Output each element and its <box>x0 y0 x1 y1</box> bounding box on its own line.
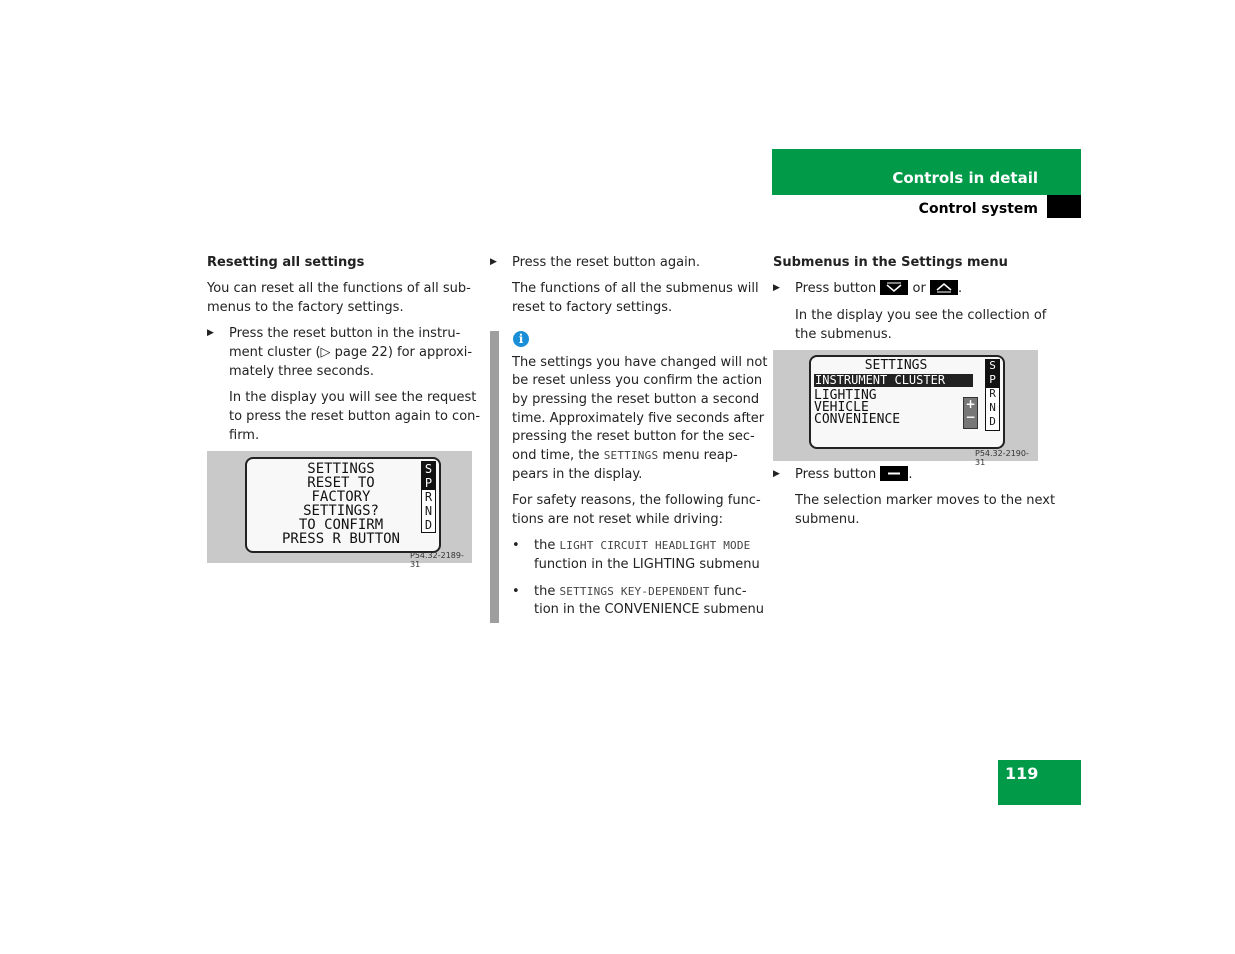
scroll-indicator <box>963 397 978 429</box>
info-line: by pressing the reset button a second <box>512 392 760 407</box>
gear-indicator <box>421 461 436 533</box>
col2-para1-line2: reset to factory settings. <box>512 300 673 315</box>
col3-step1-a: Press button <box>795 281 877 296</box>
bullet2-a: the <box>534 584 560 599</box>
info-line: pears in the display. <box>512 467 643 482</box>
subsection-marker <box>1047 195 1081 218</box>
col3-para2-line2: submenu. <box>795 512 860 527</box>
gear-d: D <box>424 518 433 532</box>
step-arrow-icon: ▶ <box>773 469 780 479</box>
minus-button-icon <box>880 466 908 481</box>
figure-code: P54.32-2190-31 <box>975 449 1029 467</box>
info-line6-a: ond time, the <box>512 448 604 463</box>
reset-display-figure <box>207 451 472 569</box>
info-line: The settings you have changed will not <box>512 355 768 370</box>
plus-icon: + <box>965 397 976 411</box>
bullet-dot-icon: • <box>512 538 520 553</box>
gear-d: D <box>989 415 996 428</box>
lcd-line: FACTORY <box>311 489 371 505</box>
gear-indicator <box>985 359 1000 431</box>
gear-n: N <box>424 504 433 518</box>
gear-s: S <box>422 462 435 476</box>
col2-para1-line1: The functions of all the submenus will <box>512 281 759 296</box>
info-line <box>512 446 738 465</box>
up-button-icon <box>930 280 958 295</box>
info-side-bar <box>490 331 499 623</box>
col1-para2-line1: In the display you will see the request <box>229 390 477 405</box>
info-line: be reset unless you confirm the action <box>512 373 763 388</box>
col1-para1-line1: You can reset all the functions of all sub- <box>207 281 471 296</box>
bullet2-line2: tion in the CONVENIENCE submenu <box>534 602 764 617</box>
safety-line2: tions are not reset while driving: <box>512 512 724 527</box>
lcd-selected-item: INSTRUMENT CLUSTER <box>814 374 973 387</box>
gear-p: P <box>422 476 435 490</box>
section-title: Controls in detail <box>892 169 1038 187</box>
light-circuit-term: LIGHT CIRCUIT HEADLIGHT MODE <box>559 539 751 552</box>
gear-r: R <box>989 387 996 400</box>
bullet-dot-icon: • <box>512 584 520 599</box>
col3-step2-a: Press button <box>795 467 877 482</box>
info-line: pressing the reset button for the sec- <box>512 429 755 444</box>
lcd-line: TO CONFIRM <box>298 517 384 533</box>
settings-key-term: SETTINGS KEY-DEPENDENT <box>559 585 710 598</box>
subsection-title: Control system <box>918 201 1038 217</box>
step-arrow-icon: ▶ <box>490 257 497 267</box>
gear-r: R <box>424 490 433 504</box>
col3-step2 <box>795 465 913 484</box>
lcd-title: SETTINGS <box>307 461 375 477</box>
col1-step-line2 <box>229 343 472 362</box>
figure-code: P54.32-2189-31 <box>410 551 464 569</box>
col1-para2-line3: firm. <box>229 428 260 443</box>
lcd-item: VEHICLE <box>814 400 869 415</box>
col3-para1-line2: the submenus. <box>795 327 892 342</box>
gear-p: P <box>986 374 999 388</box>
gear-s: S <box>986 360 999 374</box>
lcd-line: PRESS R BUTTON <box>281 531 400 547</box>
bullet2-b: func- <box>709 584 747 599</box>
info-line6-b: menu reap- <box>658 448 738 463</box>
col1-step-line1: Press the reset button in the instru- <box>229 326 461 341</box>
col3-step1-end: . <box>957 281 963 296</box>
lcd-title: SETTINGS <box>864 358 928 373</box>
col1-para1-line2: menus to the factory settings. <box>207 300 404 315</box>
page-number: 119 <box>1005 764 1039 783</box>
bullet1-line1 <box>534 536 751 555</box>
safety-line1: For safety reasons, the following func- <box>512 493 761 508</box>
submenu-display-figure <box>773 350 1038 467</box>
bullet1-line2: function in the LIGHTING submenu <box>534 557 760 572</box>
col1-step-line2-b: page 22) for approxi- <box>330 345 473 360</box>
gear-n: N <box>989 401 996 414</box>
down-button-icon <box>880 280 908 295</box>
lcd-line: SETTINGS? <box>303 503 379 519</box>
step-arrow-icon: ▶ <box>773 283 780 293</box>
settings-term: SETTINGS <box>603 449 659 462</box>
info-icon: i <box>513 331 529 347</box>
lcd-screen <box>245 457 441 553</box>
col1-para2-line2: to press the reset button again to con- <box>229 409 481 424</box>
heading-resetting: Resetting all settings <box>207 255 365 270</box>
minus-icon: − <box>965 410 976 424</box>
lcd-line: RESET TO <box>307 475 375 491</box>
col2-step: Press the reset button again. <box>512 255 701 270</box>
lcd-item: LIGHTING <box>814 388 877 403</box>
col1-step-line3: mately three seconds. <box>229 364 374 379</box>
col1-step-line2-a: ment cluster ( <box>229 345 321 360</box>
bullet1-a: the <box>534 538 560 553</box>
heading-submenus: Submenus in the Settings menu <box>773 255 1008 270</box>
lcd-screen <box>809 355 1005 449</box>
lcd-item: CONVENIENCE <box>814 412 901 427</box>
bullet2-line1 <box>534 582 747 601</box>
step-arrow-icon: ▶ <box>207 328 214 338</box>
col3-para2-line1: The selection marker moves to the next <box>795 493 1056 508</box>
col3-para1-line1: In the display you see the collection of <box>795 308 1047 323</box>
col3-step1-or: or <box>912 281 926 296</box>
col3-step1 <box>795 279 962 298</box>
page-ref-arrow-icon: ▷ <box>320 345 331 360</box>
col3-step2-end: . <box>908 467 913 482</box>
info-line: time. Approximately five seconds after <box>512 411 765 426</box>
